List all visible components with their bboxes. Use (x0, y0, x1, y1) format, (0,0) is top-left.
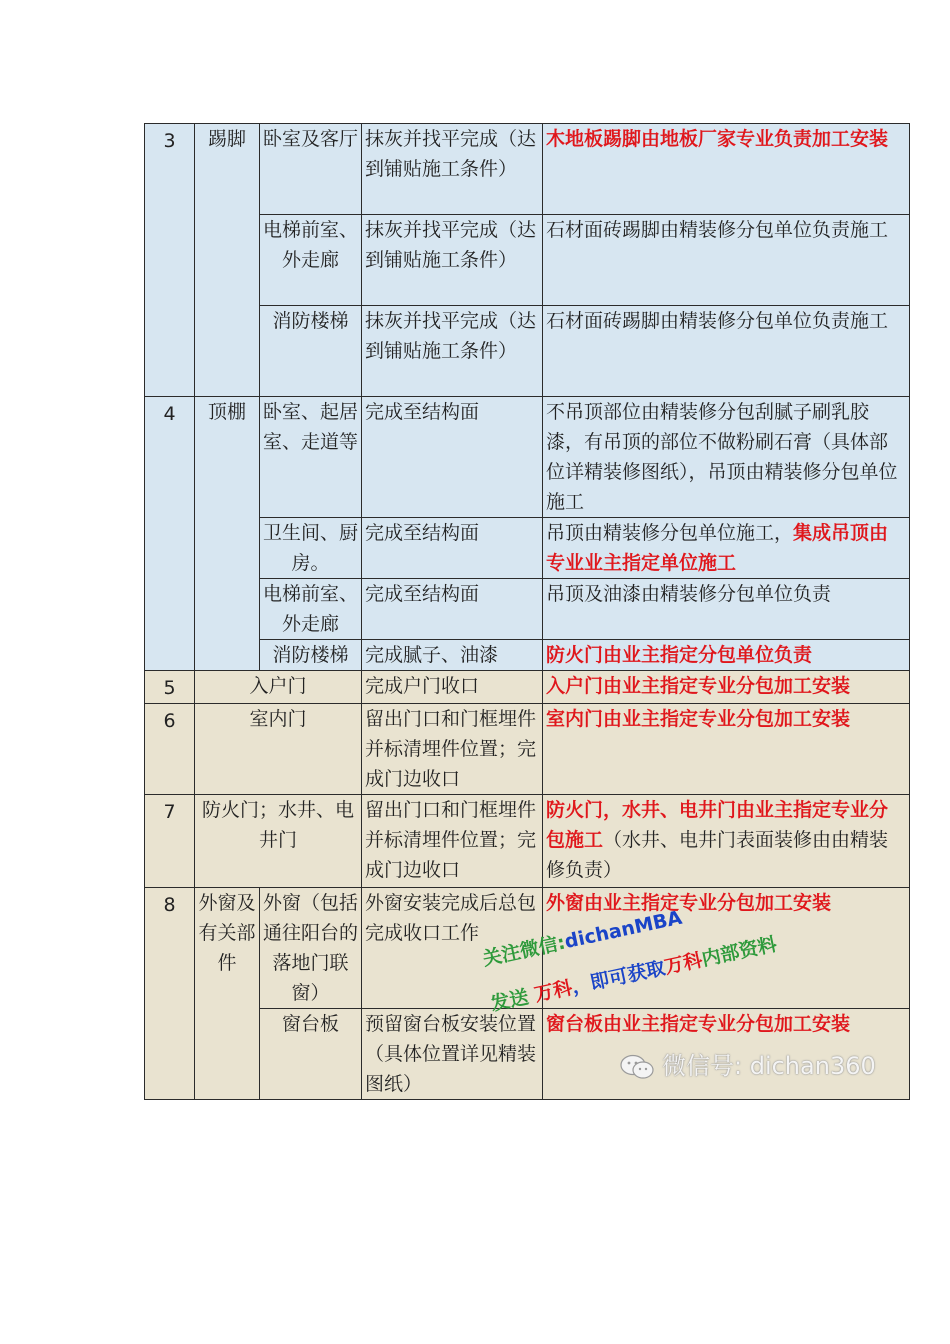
item-number: 7 (145, 795, 195, 888)
table-row (145, 306, 910, 397)
item-location: 卧室、起居室、走道等 (260, 397, 362, 518)
handover-status: 留出门口和门框埋件并标清埋件位置；完成门边收口 (362, 704, 543, 795)
responsibility-note (543, 795, 910, 888)
watermark-text: ，即可获取 (569, 956, 668, 999)
handover-status: 抹灰并找平完成（达到铺贴施工条件） (362, 124, 543, 215)
handover-status: 留出门口和门框埋件并标清埋件位置；完成门边收口 (362, 795, 543, 888)
responsibility-note (543, 704, 910, 795)
handover-status: 完成至结构面 (362, 397, 543, 518)
handover-status: 外窗安装完成后总包完成收口工作 (362, 888, 543, 1009)
item-location: 电梯前室、外走廊 (260, 579, 362, 640)
emphasis-text: 窗台板由业主指定专业分包加工安装 (546, 1013, 851, 1035)
responsibility-note: 不吊顶部位由精装修分包刮腻子刷乳胶漆，有吊顶的部位不做粉刷石膏（具体部位详精装修图纸），吊顶由精装修分包单位施工 (543, 397, 910, 518)
emphasis-text: 室内门由业主指定专业分包加工安装 (546, 708, 851, 730)
table-row (145, 671, 910, 704)
item-location: 卧室及客厅 (260, 124, 362, 215)
watermark-text: dichanMBA (562, 906, 684, 954)
responsibility-note: 吊顶及油漆由精装修分包单位负责 (543, 579, 910, 640)
watermark-text: 关注微信: (480, 931, 568, 971)
handover-status: 抹灰并找平完成（达到铺贴施工条件） (362, 306, 543, 397)
handover-status: 抹灰并找平完成（达到铺贴施工条件） (362, 215, 543, 306)
watermark-text: 微信号: dichan360 (662, 1052, 876, 1080)
handover-status: 预留窗台板安装位置（具体位置详见精装图纸） (362, 1009, 543, 1100)
plain-text: 吊顶由精装修分包单位施工， (546, 522, 794, 544)
table-row (145, 640, 910, 671)
item-category: 踢脚 (195, 124, 260, 397)
item-category: 入户门 (195, 671, 362, 704)
watermark-text: 发送 (488, 984, 538, 1016)
table-row (145, 124, 910, 215)
responsibility-note (543, 640, 910, 671)
responsibility-note: 石材面砖踢脚由精装修分包单位负责施工 (543, 306, 910, 397)
handover-status: 完成至结构面 (362, 518, 543, 579)
item-location: 消防楼梯 (260, 640, 362, 671)
table-row (145, 579, 910, 640)
emphasis-text: 木地板踢脚由地板厂家专业负责加工安装 (546, 128, 889, 150)
item-category: 室内门 (195, 704, 362, 795)
item-location: 外窗（包括通往阳台的落地门联窗） (260, 888, 362, 1009)
item-category: 顶棚 (195, 397, 260, 671)
emphasis-text: 外窗由业主指定专业分包加工安装 (546, 892, 832, 914)
item-number: 8 (145, 888, 195, 1100)
item-location: 窗台板 (260, 1009, 362, 1100)
watermark-text: 万科 (662, 949, 705, 979)
responsibility-note (543, 671, 910, 704)
item-location: 电梯前室、外走廊 (260, 215, 362, 306)
plain-text: （水井、电井门表面装修由由精装修负责） (546, 829, 889, 881)
table-row (145, 795, 910, 888)
table-row (145, 215, 910, 306)
item-number: 4 (145, 397, 195, 671)
handover-status: 完成腻子、油漆 (362, 640, 543, 671)
handover-status: 完成户门收口 (362, 671, 543, 704)
table-row (145, 518, 910, 579)
wechat-watermark (620, 1046, 876, 1081)
emphasis-text: 入户门由业主指定专业分包加工安装 (546, 675, 851, 697)
table-row (145, 397, 910, 518)
table-row (145, 704, 910, 795)
item-category: 外窗及有关部件 (195, 888, 260, 1100)
item-number: 5 (145, 671, 195, 704)
emphasis-text: 防火门由业主指定分包单位负责 (546, 644, 813, 666)
responsibility-note (543, 124, 910, 215)
item-location: 消防楼梯 (260, 306, 362, 397)
watermark-text: 万科 (532, 976, 575, 1007)
watermark-text: 内部资料 (699, 933, 779, 971)
item-number: 6 (145, 704, 195, 795)
emphasis-text: 集成吊顶由专业业主指定单位施工 (546, 522, 889, 574)
wechat-icon (620, 1054, 654, 1080)
emphasis-text: 防火门，水井、电井门由业主指定专业分包施工 (546, 799, 889, 851)
handover-status: 完成至结构面 (362, 579, 543, 640)
item-category: 防火门；水井、电井门 (195, 795, 362, 888)
item-number: 3 (145, 124, 195, 397)
item-location: 卫生间、厨房。 (260, 518, 362, 579)
responsibility-note: 石材面砖踢脚由精装修分包单位负责施工 (543, 215, 910, 306)
responsibility-note (543, 518, 910, 579)
